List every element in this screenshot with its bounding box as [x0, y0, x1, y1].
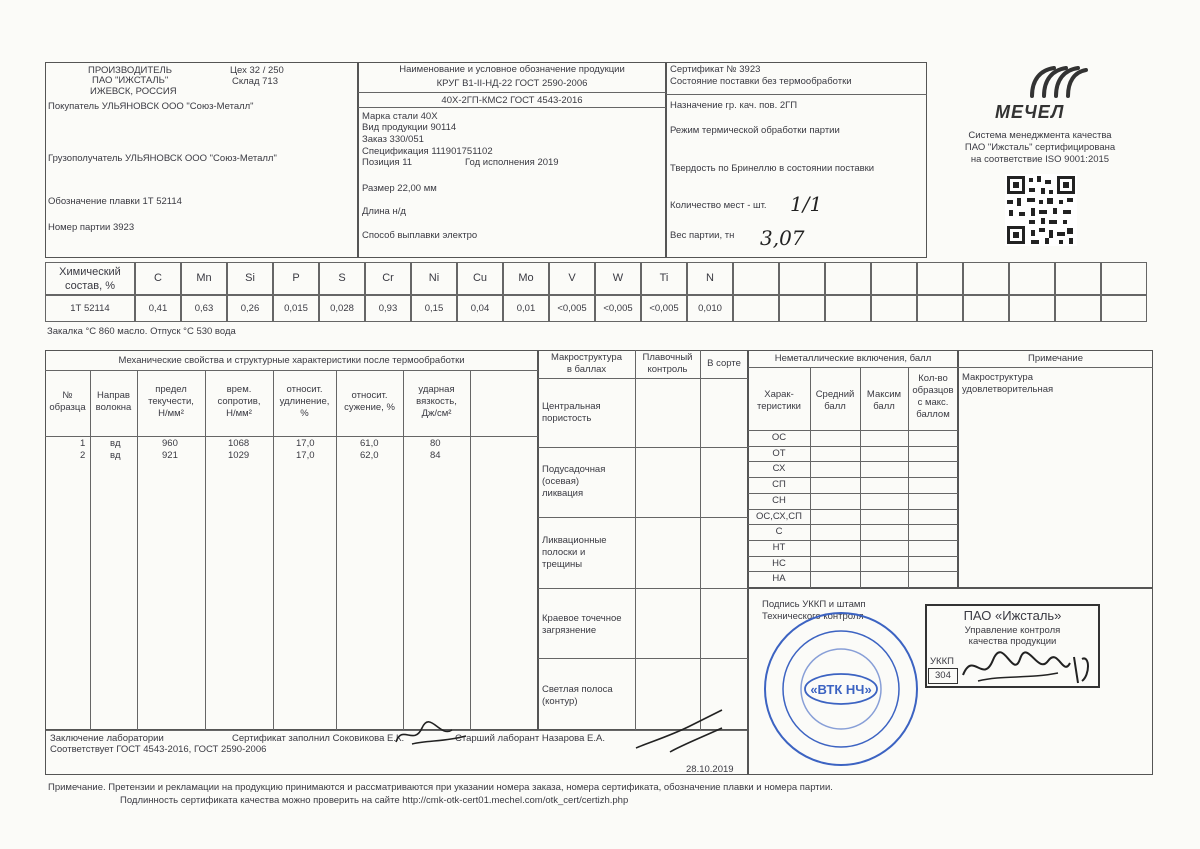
mech-cell-yield: 921 [162, 450, 178, 461]
chem-value-8: 0,04 [457, 295, 503, 322]
buyer: Покупатель УЛЬЯНОВСК ООО "Союз-Металл" [48, 101, 254, 112]
stamp-ukkp: УККП [930, 656, 954, 667]
chem-empty-cell [1009, 295, 1055, 322]
producer-shop: Цех 32 / 250 [230, 65, 284, 76]
mech-h-impact: ударная вязкость, Дж/см² [416, 384, 457, 419]
macro-h1: Макроструктура в баллах [551, 352, 622, 375]
cert-date: 28.10.2019 [686, 764, 734, 775]
mech-col-4 [273, 370, 274, 730]
chem-empty-cell [1009, 262, 1055, 295]
product-type: Вид продукции 90114 [362, 122, 457, 133]
stamp-dept2: качества продукции [968, 636, 1057, 647]
inclusion-type: НС [772, 558, 786, 569]
chem-element-10: V [549, 262, 595, 295]
mech-cell-no: 2 [80, 450, 86, 461]
mech-cell-dir: вд [110, 438, 121, 449]
mech-title-divider [45, 370, 538, 371]
macro-row-4: Краевое точечное загрязнение [542, 613, 622, 636]
macro-row-5: Светлая полоса (контур) [542, 684, 613, 707]
weight-value: 3,07 [760, 226, 805, 250]
chem-element-13: N [687, 262, 733, 295]
chem-value-1: 0,41 [135, 295, 181, 322]
qms-line2: ПАО "Ижсталь" сертифицирована [964, 142, 1116, 153]
stamp-company: ПАО «Ижсталь» [963, 608, 1062, 623]
inc-h-max: Максим балл [866, 389, 902, 412]
places-label: Количество мест - шт. [670, 200, 767, 211]
producer-city: ИЖЕВСК, РОССИЯ [90, 86, 177, 97]
stamp-num: 304 [935, 670, 951, 681]
notes-title: Примечание [1028, 353, 1083, 364]
chem-element-8: Cu [457, 262, 503, 295]
qms-line1: Система менеджмента качества [968, 130, 1112, 141]
inclusion-type: СН [772, 495, 786, 506]
mech-cell-impact: 84 [430, 450, 441, 461]
product-divider [358, 92, 666, 93]
macro-col-1 [635, 350, 636, 730]
chem-empty-cell [963, 262, 1009, 295]
chem-element-4: P [273, 262, 319, 295]
batch-number: Номер партии 3923 [48, 222, 135, 233]
mech-title: Механические свойства и структурные характеристики после термообработки [118, 355, 465, 366]
chem-empty-cell [733, 262, 779, 295]
product-line2: 40Х-2ГП-КМС2 ГОСТ 4543-2016 [441, 95, 583, 106]
inclusion-row-divider [748, 571, 958, 572]
places-value: 1/1 [790, 192, 823, 216]
chem-empty-cell [779, 295, 825, 322]
chem-value-10: <0,005 [549, 295, 595, 322]
chem-element-9: Mo [503, 262, 549, 295]
mech-cell-dir: вд [110, 450, 121, 461]
chem-value-3: 0,26 [227, 295, 273, 322]
macro-row-2: Подусадочная (осевая) ликвация [542, 464, 606, 499]
macro-row-1: Центральная пористость [542, 401, 601, 424]
chem-empty-cell [963, 295, 1009, 322]
purpose: Назначение гр. кач. пов. 2ГП [670, 100, 798, 111]
macro-divider-4 [538, 658, 748, 659]
chem-element-7: Ni [411, 262, 457, 295]
mech-cell-elongation: 17,0 [296, 450, 315, 461]
stamp-center: «ВТК НЧ» [810, 682, 872, 697]
macro-row-3: Ликвационные полоски и трещины [542, 535, 607, 570]
chem-empty-cell [1055, 295, 1101, 322]
chem-element-2: Mn [181, 262, 227, 295]
certificate-number: Сертификат № 3923 [670, 64, 761, 75]
chem-value-6: 0,93 [365, 295, 411, 322]
mech-col-6 [403, 370, 404, 730]
specification: Спецификация 111901751102 [362, 146, 493, 157]
chem-empty-cell [871, 295, 917, 322]
inclusion-row-divider [748, 556, 958, 557]
mech-cell-reduction: 61,0 [360, 438, 379, 449]
chem-value-5: 0,028 [319, 295, 365, 322]
chem-value-7: 0,15 [411, 295, 457, 322]
notes-text2: удовлетворительная [962, 384, 1054, 395]
mech-cell-no: 1 [80, 438, 86, 449]
producer-title: ПРОИЗВОДИТЕЛЬ [88, 65, 172, 76]
heat-designation: Обозначение плавки 1Т 52114 [48, 196, 182, 207]
mech-header-divider [45, 436, 538, 437]
inclusion-type: ОС [771, 432, 787, 443]
footer-note: Примечание. Претензии и рекламации на продукцию принимаются и рассматриваются при указании номера заказа, номера сертификата, обозначение плавки и номера партии. [48, 782, 833, 793]
mechel-logo-icon [1024, 64, 1088, 98]
conclusion-text: Соответствует ГОСТ 4543-2016, ГОСТ 2590-2006 [50, 744, 267, 755]
brand-name: МЕЧЕЛ [995, 102, 1065, 122]
heat-treatment-note: Закалка °С 860 масло. Отпуск °С 530 вода [47, 326, 236, 337]
chem-value-12: <0,005 [641, 295, 687, 322]
inclusion-type: НТ [772, 542, 786, 553]
mech-cell-reduction: 62,0 [360, 450, 379, 461]
mech-cell-elongation: 17,0 [296, 438, 315, 449]
chem-empty-cell [1101, 295, 1147, 322]
inclusion-type: ОС,СХ,СП [756, 511, 802, 522]
product-header: Наименование и условное обозначение продукции [399, 64, 625, 75]
round-stamp-icon [762, 610, 920, 768]
chem-label1: Химический [59, 266, 121, 278]
chem-element-1: C [135, 262, 181, 295]
inclusions-title-divider [748, 367, 958, 368]
production-year: Год исполнения 2019 [465, 157, 559, 168]
position: Позиция 11 [362, 157, 413, 168]
macro-divider-2 [538, 517, 748, 518]
chem-heat-cell [45, 295, 135, 322]
signature-sokovikova-icon [392, 716, 472, 752]
inclusion-row-divider [748, 430, 958, 431]
chem-empty-cell [825, 262, 871, 295]
steel-grade: Марка стали 40Х [362, 111, 438, 122]
inclusion-row-divider [748, 524, 958, 525]
chem-value-2: 0,63 [181, 295, 227, 322]
mech-h-dir: Направ волокна [95, 390, 132, 413]
inclusion-row-divider [748, 540, 958, 541]
mech-cell-impact: 80 [430, 438, 441, 449]
product-line1: КРУГ В1-II-НД-22 ГОСТ 2590-2006 [436, 78, 588, 89]
macro-divider-0 [538, 378, 748, 379]
chem-element-11: W [595, 262, 641, 295]
delivery-state: Состояние поставки без термообработки [670, 76, 852, 87]
chem-value-13: 0,010 [687, 295, 733, 322]
chem-value-4: 0,015 [273, 295, 319, 322]
mech-col-5 [336, 370, 337, 730]
senior-lab: Старший лаборант Назарова Е.А. [455, 733, 605, 744]
chem-label-cell [45, 262, 135, 295]
mech-cell-tensile: 1068 [228, 438, 250, 449]
inclusion-row-divider [748, 461, 958, 462]
chem-empty-cell [917, 295, 963, 322]
order: Заказ 330/051 [362, 134, 424, 145]
chem-empty-cell [917, 262, 963, 295]
chem-empty-cell [1101, 262, 1147, 295]
footer-url: Подлинность сертификата качества можно проверить на сайте http://cmk-otk-cert01.mechel.com/otk_cert/certizh.php [120, 795, 629, 806]
weight-label: Вес партии, тн [670, 230, 735, 241]
size: Размер 22,00 мм [362, 183, 437, 194]
product-divider-2 [358, 107, 666, 108]
mech-h-reduction: относит. сужение, % [344, 390, 395, 413]
producer-company: ПАО "ИЖСТАЛЬ" [92, 75, 169, 86]
inclusion-type: СП [772, 479, 786, 490]
chem-label2: состав, % [64, 279, 115, 292]
inclusion-type: ОТ [772, 448, 786, 459]
inclusion-row-divider [748, 509, 958, 510]
inclusion-type: НА [772, 573, 786, 584]
mech-h-elongation: относит. удлинение, % [279, 384, 330, 419]
inclusion-row-divider [748, 477, 958, 478]
inclusion-type: С [775, 526, 783, 537]
macro-divider-3 [538, 588, 748, 589]
chem-empty-cell [871, 262, 917, 295]
inc-h-count: Кол-во образцов с макс. баллом [912, 373, 954, 420]
signature-nazarova-icon [630, 706, 730, 756]
hardness: Твердость по Бринеллю в состоянии поставки [670, 163, 875, 174]
inclusion-type: СХ [772, 463, 786, 474]
macro-h2: Плавочный контроль [642, 352, 693, 375]
macro-divider-1 [538, 447, 748, 448]
conclusion-label: Заключение лаборатории [50, 733, 164, 744]
consignee: Грузополучатель УЛЬЯНОВСК ООО "Союз-Металл" [48, 153, 277, 164]
handwritten-signature-icon [958, 645, 1098, 690]
inc-h-char: Харак- теристики [757, 389, 801, 412]
chem-empty-cell [1055, 262, 1101, 295]
chem-empty-cell [779, 262, 825, 295]
melting-method: Способ выплавки электро [362, 230, 478, 241]
notes-text1: Макроструктура [962, 372, 1033, 383]
mech-col-1 [90, 370, 91, 730]
producer-warehouse: Склад 713 [232, 76, 278, 87]
mech-h-yield: предел текучести, Н/мм² [148, 384, 194, 419]
stamp-dept1: Управление контроля [964, 625, 1061, 636]
chem-element-3: Si [227, 262, 273, 295]
filled-by: Сертификат заполнил Соковикова Е.К. [232, 733, 405, 744]
length: Длина н/д [362, 206, 406, 217]
mech-cell-tensile: 1029 [228, 450, 250, 461]
heat-treatment: Режим термической обработки партии [670, 125, 840, 136]
chem-element-5: S [319, 262, 365, 295]
cert-divider [666, 94, 927, 95]
ukkp-label2: Технического контроля [762, 611, 864, 622]
mech-col-7 [470, 370, 471, 730]
mech-cell-yield: 960 [162, 438, 178, 449]
chem-value-11: <0,005 [595, 295, 641, 322]
mech-h-no: № образца [49, 390, 86, 413]
chem-empty-cell [733, 295, 779, 322]
macro-col-2 [700, 350, 701, 730]
inclusion-row-divider [748, 493, 958, 494]
inclusions-title: Неметаллические включения, балл [774, 353, 932, 364]
macro-h3: В сорте [707, 358, 741, 369]
chem-empty-cell [825, 295, 871, 322]
notes-divider [958, 367, 1153, 368]
chem-heat: 1Т 52114 [70, 303, 110, 314]
ukkp-label1: Подпись УККП и штамп [762, 599, 866, 610]
qms-line3: на соответствие ISO 9001:2015 [970, 154, 1110, 165]
chem-element-6: Cr [365, 262, 411, 295]
mech-col-3 [205, 370, 206, 730]
inc-h-avg: Средний балл [815, 389, 855, 412]
chem-element-12: Ti [641, 262, 687, 295]
inclusion-row-divider [748, 446, 958, 447]
mech-h-tensile: врем. сопротив, Н/мм² [217, 384, 261, 419]
chem-value-9: 0,01 [503, 295, 549, 322]
mech-col-2 [137, 370, 138, 730]
qr-code-icon [1005, 174, 1077, 246]
